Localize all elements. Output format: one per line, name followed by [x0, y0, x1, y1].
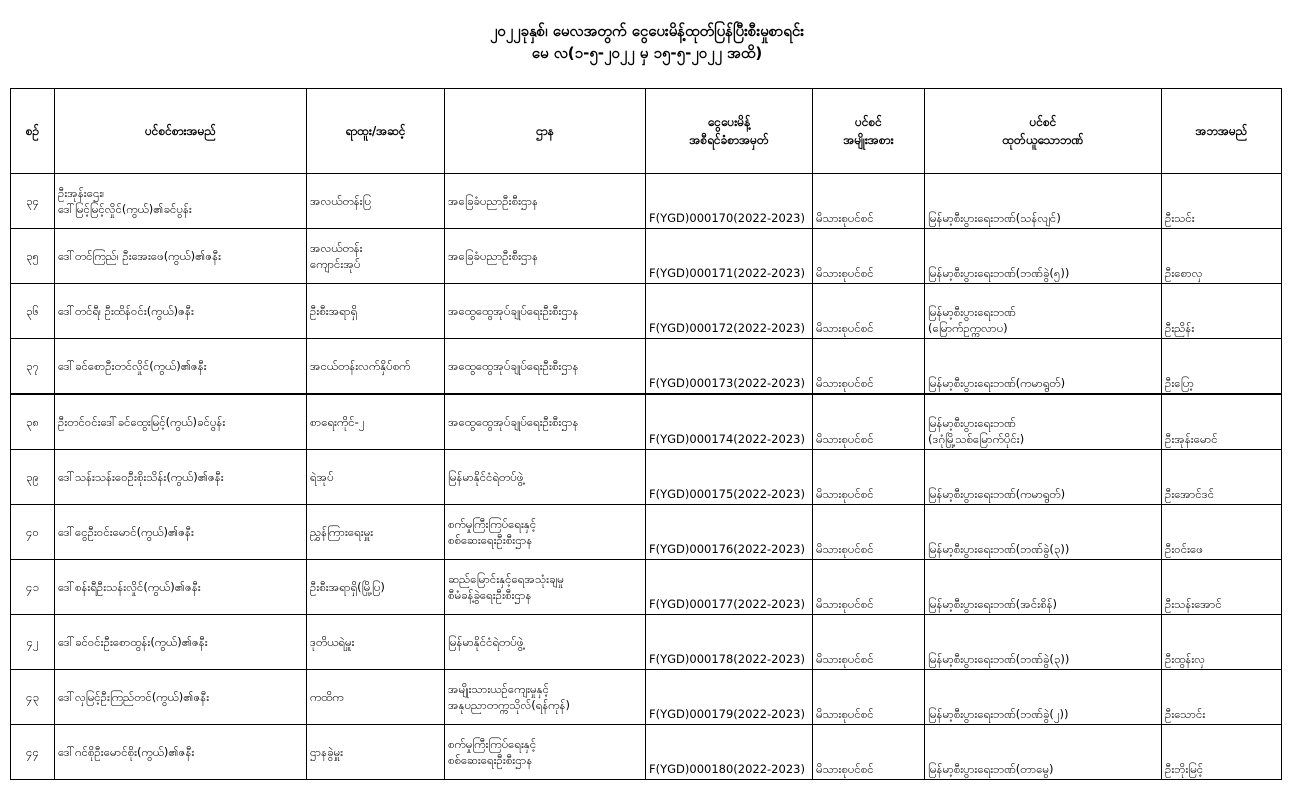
table-row: [11, 339, 1282, 395]
cell-dept: အထွေထွေအုပ်ချုပ်ရေးဦးစီးဌာန: [445, 394, 646, 450]
cell-rank: အလယ်တန်းပြ: [307, 174, 445, 229]
table-row: [11, 284, 1282, 339]
cell-name: ဒေါ်ဂင်စိုဦးမောင်စိုး(ကွယ်)၏ဇနီး: [55, 725, 307, 780]
cell-no: ၃၅: [11, 229, 55, 284]
cell-type: မိသားစုပင်စင်: [813, 670, 925, 725]
cell-receiver: ဦးဝင်းဖေ: [1162, 505, 1282, 560]
pension-table: [10, 88, 1282, 780]
cell-bank: မြန်မာ့စီးပွားရေးဘဏ်(အင်းစိန်): [925, 560, 1162, 615]
cell-receiver: ဦးအုန်းမောင်: [1162, 394, 1282, 450]
cell-dept: စက်မှုကြီးကြပ်ရေးနှင့် စစ်ဆေးရေးဦးစီးဌာန: [445, 725, 646, 780]
cell-no: ၃၉: [11, 450, 55, 505]
title-period: မေ လ(၁-၅-၂၀၂၂ မှ ၁၅-၅-၂၀၂၂ အထိ): [531, 44, 763, 62]
cell-name: ဒေါ်လှမြင့်ဦးကြည်တင်(ကွယ်)၏ဇနီး: [55, 670, 307, 725]
cell-no: ၃၈: [11, 394, 55, 450]
cell-order: F(YGD)000172(2022-2023): [646, 284, 813, 339]
cell-order: F(YGD)000177(2022-2023): [646, 560, 813, 615]
table-row: [11, 725, 1282, 780]
cell-no: ၃၆: [11, 284, 55, 339]
cell-type: မိသားစုပင်စင်: [813, 505, 925, 560]
cell-receiver: ဦးညိန်း: [1162, 284, 1282, 339]
header-order: ငွေပေးမိန့် အစီရင်ခံစာအမှတ်: [646, 89, 813, 174]
cell-type: မိသားစုပင်စင်: [813, 229, 925, 284]
cell-no: ၃၇: [11, 339, 55, 395]
cell-dept: အထွေထွေအုပ်ချုပ်ရေးဦးစီးဌာန: [445, 284, 646, 339]
cell-type: မိသားစုပင်စင်: [813, 725, 925, 780]
table-row: [11, 615, 1282, 670]
cell-no: ၄၁: [11, 560, 55, 615]
cell-no: ၄၀: [11, 505, 55, 560]
cell-name: ဒေါ်ငွေဦးဝင်းမောင်(ကွယ်)၏ဇနီး: [55, 505, 307, 560]
header-rank: ရာထူး/အဆင့်: [307, 89, 445, 174]
cell-receiver: ဦးသောင်း: [1162, 670, 1282, 725]
cell-no: ၄၃: [11, 670, 55, 725]
table-row: [11, 229, 1282, 284]
cell-rank: ဒုတိယရဲမှူး: [307, 615, 445, 670]
cell-receiver: ဦးသင်း: [1162, 174, 1282, 229]
cell-receiver: ဦးထွန်းလှ: [1162, 615, 1282, 670]
header-name: ပင်စင်စားအမည်: [55, 89, 307, 174]
cell-rank: အငယ်တန်းလက်နှိပ်စက်: [307, 339, 445, 395]
cell-bank: မြန်မာ့စီးပွားရေးဘဏ်(ဘဏ်ခွဲ(၃)): [925, 615, 1162, 670]
table-row: [11, 174, 1282, 229]
cell-rank: အလယ်တန်း ကျောင်းအုပ်: [307, 229, 445, 284]
cell-receiver: ဦးဘိုးမြင့်: [1162, 725, 1282, 780]
cell-name: ဦးအုန်းဌေး၊ ဒေါ်မြင့်မြင့်လှိုင်(ကွယ်)၏ခင်ပွန်း: [55, 174, 307, 229]
cell-rank: ဌာနခွဲမှူး: [307, 725, 445, 780]
cell-order: F(YGD)000175(2022-2023): [646, 450, 813, 505]
cell-dept: အခြေခံပညာဦးစီးဌာန: [445, 174, 646, 229]
cell-receiver: ဦးစောလှ: [1162, 229, 1282, 284]
cell-type: မိသားစုပင်စင်: [813, 174, 925, 229]
cell-dept: အခြေခံပညာဦးစီးဌာန: [445, 229, 646, 284]
cell-bank: မြန်မာ့စီးပွားရေးဘဏ်(ဘဏ်ခွဲ(၅)): [925, 229, 1162, 284]
table-body: [11, 174, 1282, 780]
cell-bank: မြန်မာ့စီးပွားရေးဘဏ်(ဘဏ်ခွဲ(၂)): [925, 670, 1162, 725]
cell-no: ၄၂: [11, 615, 55, 670]
table-row: [11, 505, 1282, 560]
cell-rank: ကထိက: [307, 670, 445, 725]
cell-order: F(YGD)000179(2022-2023): [646, 670, 813, 725]
cell-receiver: ဦးအောင်ဒင်: [1162, 450, 1282, 505]
cell-bank: မြန်မာ့စီးပွားရေးဘဏ်(သန်လျင်): [925, 174, 1162, 229]
header-dept: ဌာန: [445, 89, 646, 174]
cell-order: F(YGD)000178(2022-2023): [646, 615, 813, 670]
cell-rank: ဦးစီးအရာရှိ(မြို့ပြ): [307, 560, 445, 615]
cell-bank: မြန်မာ့စီးပွားရေးဘဏ်(ကမာရွတ်): [925, 450, 1162, 505]
cell-dept: ဆည်မြောင်းနှင့်ရေအသုံးချမှု စီမံခန့်ခွဲရေးဦးစီးဌာန: [445, 560, 646, 615]
cell-type: မိသားစုပင်စင်: [813, 339, 925, 395]
header-type: ပင်စင် အမျိုးအစား: [813, 89, 925, 174]
cell-no: ၄၄: [11, 725, 55, 780]
cell-rank: စာရေးကိုင်-၂: [307, 394, 445, 450]
cell-name: ဒေါ်သန်းသန်းဝေဦးစိုးသိန်း(ကွယ်)၏ဇနီး: [55, 450, 307, 505]
cell-type: မိသားစုပင်စင်: [813, 394, 925, 450]
cell-rank: ညွှန်ကြားရေးမှူး: [307, 505, 445, 560]
cell-type: မိသားစုပင်စင်: [813, 450, 925, 505]
cell-order: F(YGD)000176(2022-2023): [646, 505, 813, 560]
table-row: [11, 394, 1282, 450]
cell-name: ဒေါ်ခင်စောဦးတင်လှိုင်(ကွယ်)၏ဇနီး: [55, 339, 307, 395]
title-main: ၂၀၂၂ခုနှစ်၊ မေလအတွက် ငွေပေးမိန့်ထုတ်ပြန်ပြီးစီးမှုစာရင်း: [489, 22, 805, 40]
cell-dept: အမျိုးသားယဉ်ကျေးမှုနှင့် အနုပညာတက္ကသိုလ်(ရန်ကုန်): [445, 670, 646, 725]
cell-dept: မြန်မာနိုင်ငံရဲတပ်ဖွဲ့: [445, 615, 646, 670]
cell-order: F(YGD)000173(2022-2023): [646, 339, 813, 395]
header-no: စဉ်: [11, 89, 55, 174]
header-row: [11, 89, 1282, 174]
cell-bank: မြန်မာ့စီးပွားရေးဘဏ် (ဒဂုံမြို့သစ်မြောက်ပိုင်း): [925, 394, 1162, 450]
cell-name: ဒေါ်စန်းရီဦးသန်းလှိုင်(ကွယ်)၏ဇနီး: [55, 560, 307, 615]
cell-order: F(YGD)000171(2022-2023): [646, 229, 813, 284]
document-title: [0, 0, 1294, 67]
cell-type: မိသားစုပင်စင်: [813, 560, 925, 615]
cell-name: ဒေါ်တင်ရီ၊ ဦးထိန်ဝင်း(ကွယ်)ဇနီး: [55, 284, 307, 339]
cell-bank: မြန်မာ့စီးပွားရေးဘဏ်(တာမွေ): [925, 725, 1162, 780]
cell-type: မိသားစုပင်စင်: [813, 284, 925, 339]
cell-name: ဒေါ်ခင်ဝင်းဦးစောထွန်း(ကွယ်)၏ဇနီး: [55, 615, 307, 670]
table-row: [11, 450, 1282, 505]
cell-order: F(YGD)000180(2022-2023): [646, 725, 813, 780]
table-row: [11, 560, 1282, 615]
table-row: [11, 670, 1282, 725]
cell-rank: ဦးစီးအရာရှိ: [307, 284, 445, 339]
cell-bank: မြန်မာ့စီးပွားရေးဘဏ် (မြောက်ဥက္ကလာပ): [925, 284, 1162, 339]
cell-dept: အထွေထွေအုပ်ချုပ်ရေးဦးစီးဌာန: [445, 339, 646, 395]
cell-dept: မြန်မာနိုင်ငံရဲတပ်ဖွဲ့: [445, 450, 646, 505]
cell-bank: မြန်မာ့စီးပွားရေးဘဏ်(ကမာရွတ်): [925, 339, 1162, 395]
cell-order: F(YGD)000174(2022-2023): [646, 394, 813, 450]
cell-receiver: ဦးသန်းအောင်: [1162, 560, 1282, 615]
cell-order: F(YGD)000170(2022-2023): [646, 174, 813, 229]
header-bank: ပင်စင် ထုတ်ယူသောဘဏ်: [925, 89, 1162, 174]
cell-name: ဦးတင်ဝင်းဒေါ်ခင်ထွေးမြင့်(ကွယ်)ခင်ပွန်း: [55, 394, 307, 450]
cell-bank: မြန်မာ့စီးပွားရေးဘဏ်(ဘဏ်ခွဲ(၃)): [925, 505, 1162, 560]
cell-no: ၃၄: [11, 174, 55, 229]
cell-dept: စက်မှုကြီးကြပ်ရေးနှင့် စစ်ဆေးရေးဦးစီးဌာန: [445, 505, 646, 560]
cell-type: မိသားစုပင်စင်: [813, 615, 925, 670]
cell-name: ဒေါ်တင်ကြည်၊ ဦးအေးဖေ(ကွယ်)၏ဇနီး: [55, 229, 307, 284]
header-receiver: အဘအမည်: [1162, 89, 1282, 174]
cell-receiver: ဦးပြော့: [1162, 339, 1282, 395]
cell-rank: ရဲအုပ်: [307, 450, 445, 505]
